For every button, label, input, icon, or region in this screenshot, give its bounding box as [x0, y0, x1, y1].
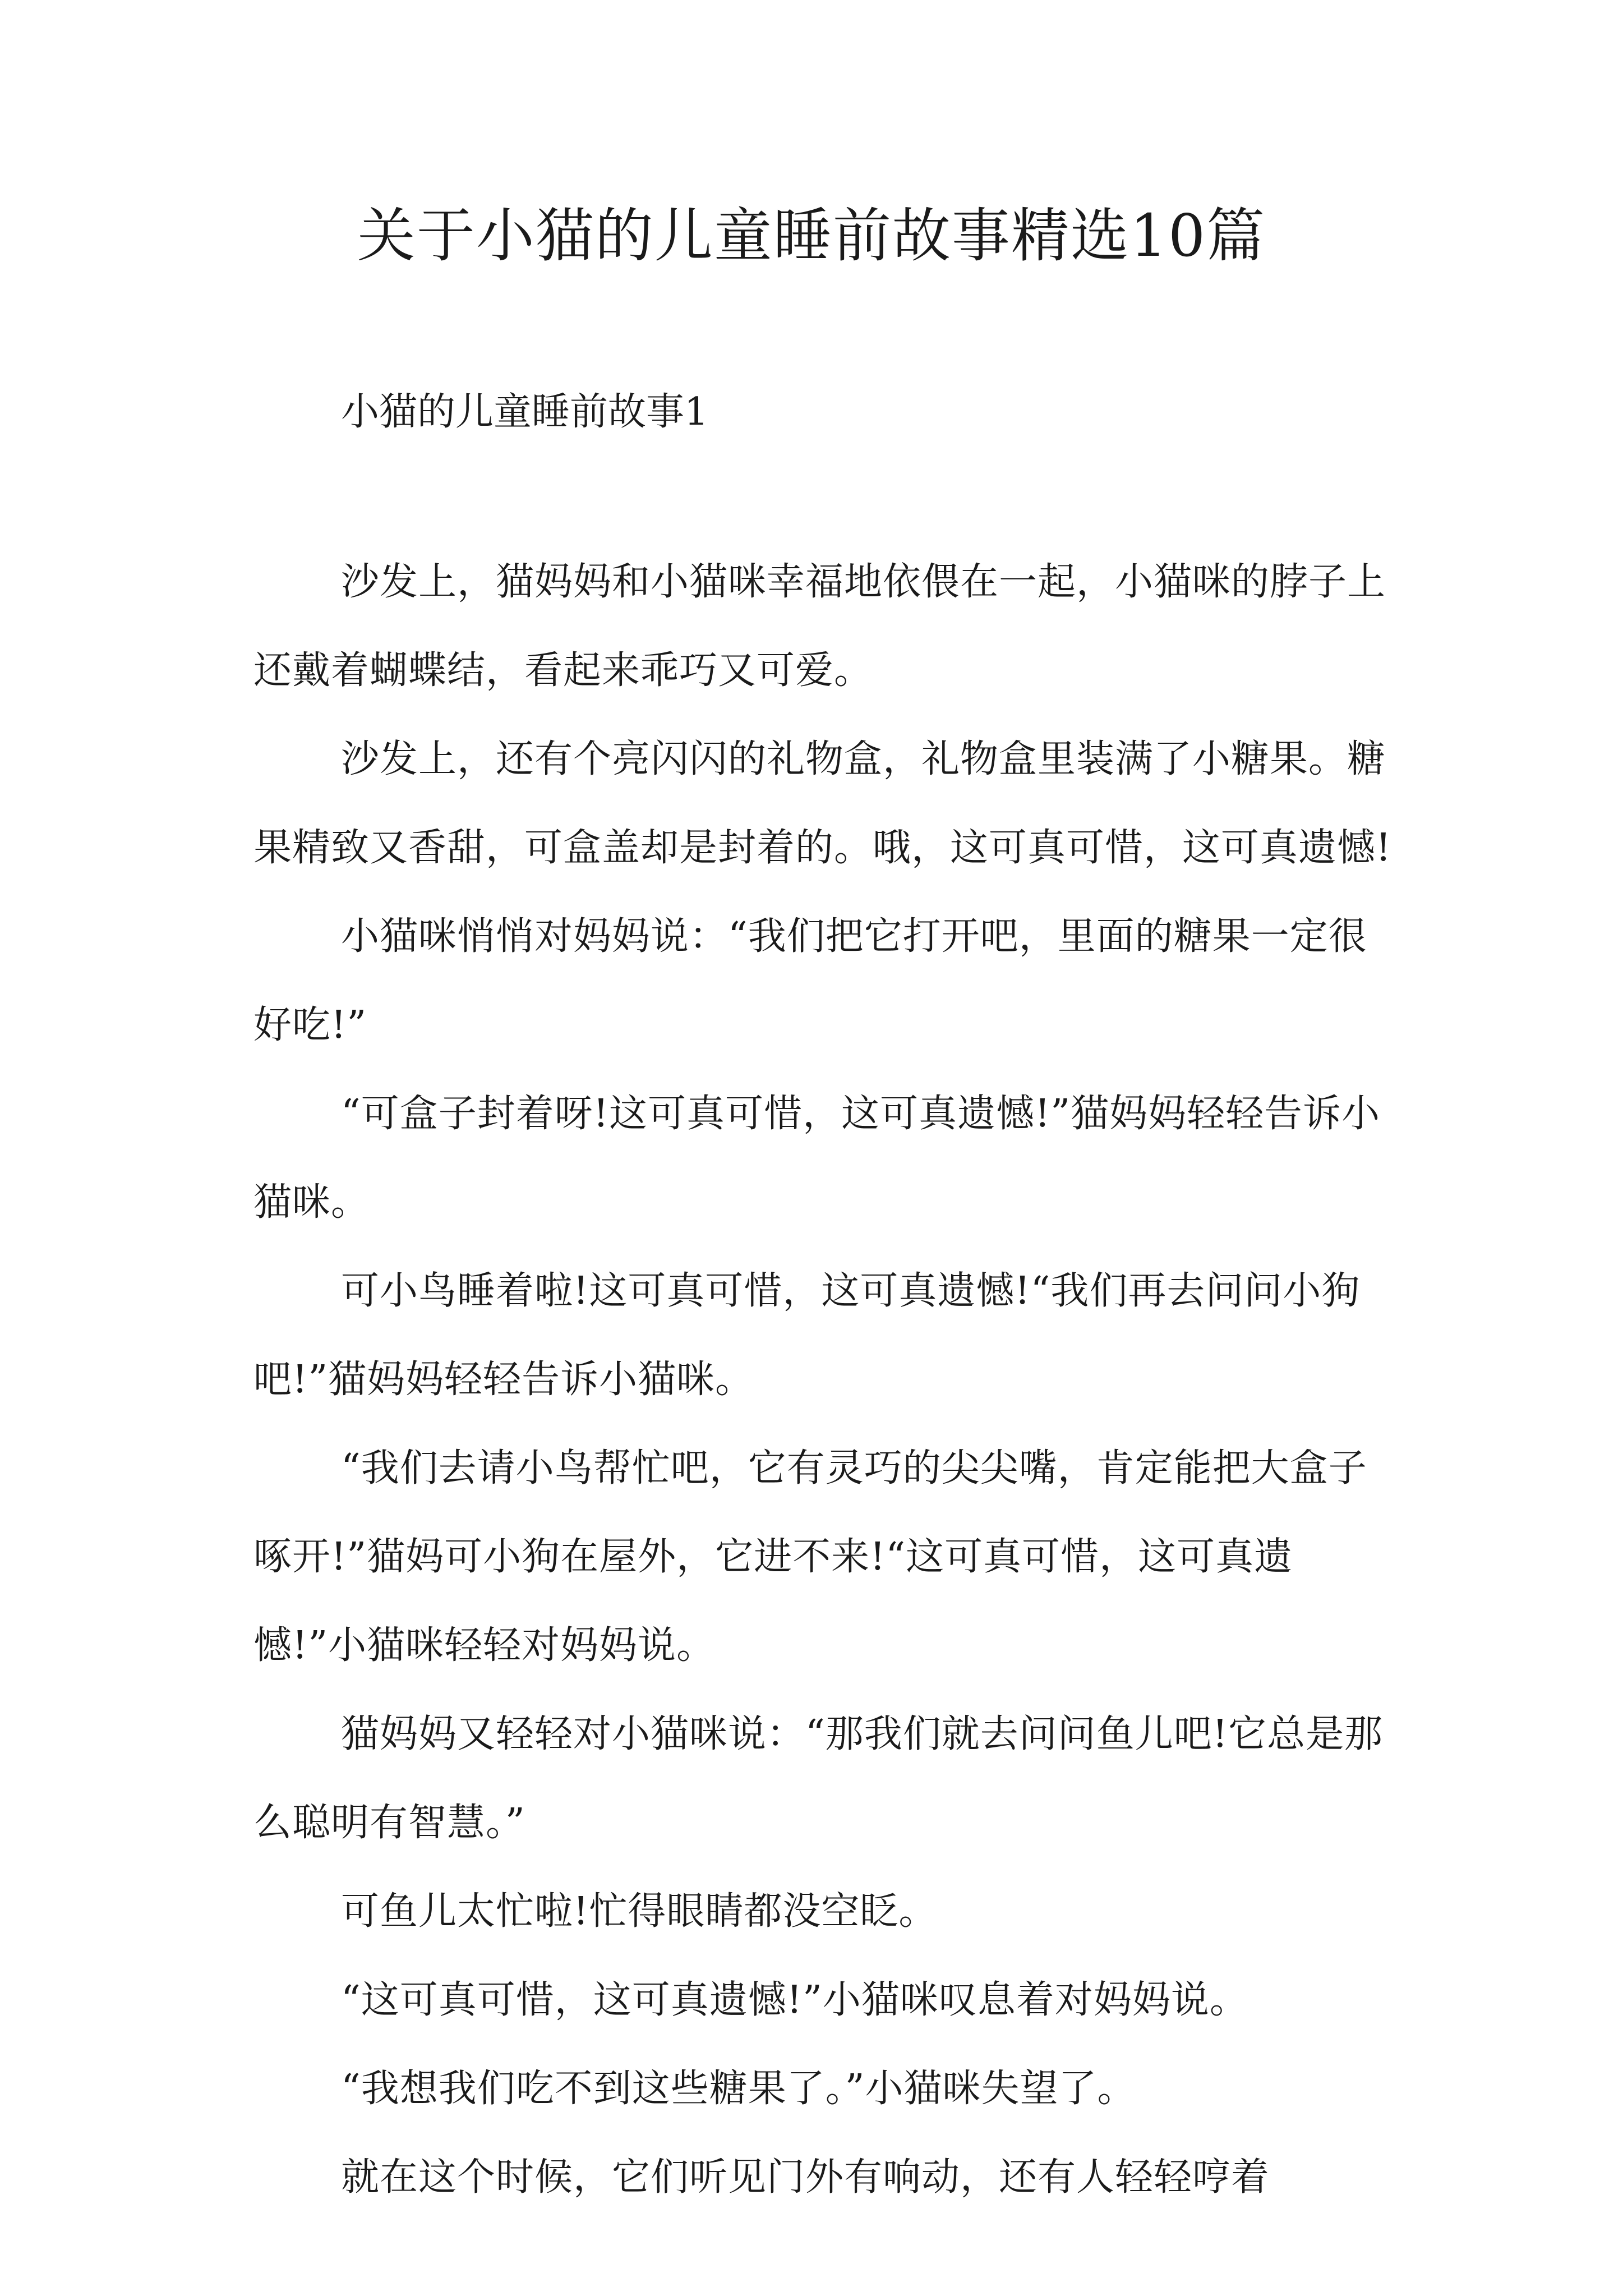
paragraph: 可鱼儿太忙啦!忙得眼睛都没空眨。	[341, 1889, 938, 1934]
paragraph: 沙发上，还有个亮闪闪的礼物盒，礼物盒里装满了小糖果。糖果精致又香甜，可盒盖却是封着的。哦，这可真可惜，这可真遗憾!	[253, 737, 1392, 870]
section-heading: 小猫的儿童睡前故事1	[341, 390, 709, 434]
paragraph: “可盒子封着呀!这可真可惜，这可真遗憾!”猫妈妈轻轻告诉小猫咪。	[253, 1092, 1381, 1225]
paragraph: 就在这个时候，它们听见门外有响动，还有人轻轻哼着	[341, 2155, 1270, 2200]
story-body	[253, 538, 1398, 2222]
paragraph: “我想我们吃不到这些糖果了。”小猫咪失望了。	[341, 2067, 1136, 2111]
paragraph: 可小鸟睡着啦!这可真可惜，这可真遗憾!“我们再去问问小狗吧!”猫妈妈轻轻告诉小猫咪。	[253, 1269, 1361, 1402]
document-title: 关于小猫的儿童睡前故事精选10篇	[357, 201, 1266, 270]
paragraph: 沙发上，猫妈妈和小猫咪幸福地依偎在一起，小猫咪的脖子上还戴着蝴蝶结，看起来乖巧又可爱。	[253, 560, 1386, 693]
paragraph: “我们去请小鸟帮忙吧，它有灵巧的尖尖嘴，肯定能把大盒子啄开!”猫妈可小狗在屋外，它进不来!“这可真可惜，这可真遗憾!”小猫咪轻轻对妈妈说。	[253, 1446, 1367, 1668]
paragraph: 猫妈妈又轻轻对小猫咪说：“那我们就去问问鱼儿吧!它总是那么聪明有智慧。”	[253, 1712, 1384, 1845]
paragraph: “这可真可惜，这可真遗憾!”小猫咪叹息着对妈妈说。	[341, 1978, 1248, 2022]
paragraph: 小猫咪悄悄对妈妈说：“我们把它打开吧，里面的糖果一定很好吃!”	[253, 914, 1367, 1047]
